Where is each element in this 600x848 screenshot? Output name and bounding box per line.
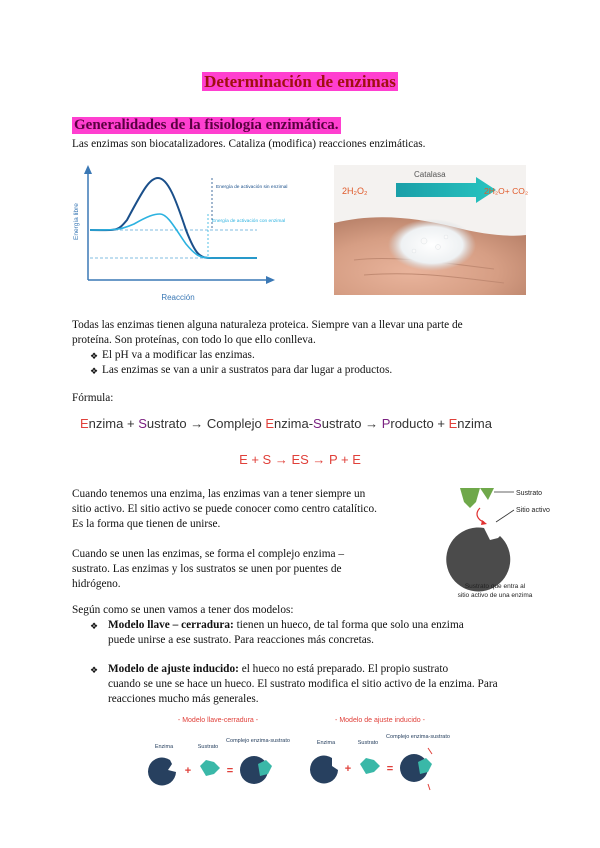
models-intro: Según como se unen vamos a tener dos modelos: (72, 604, 294, 616)
caption-line2: sitio activo de una enzima (457, 592, 533, 599)
diagram-title: - Modelo llave-cerradura - (177, 717, 259, 724)
x-axis-arrow (266, 276, 275, 284)
intro-text: Las enzimas son biocatalizadores. Cataliza (modifica) reacciones enzimáticas. (72, 138, 426, 150)
catalase-label: Catalasa (414, 170, 446, 179)
paragraph-complex: Cuando se unen las enzimas, se forma el complejo enzima – sustrato. Las enzimas y los sustratos se unen por puentes de hidrógeno. (72, 548, 344, 590)
label-without-enzyme: Energía de activación sin enzimal (216, 185, 288, 190)
formula-short: E + S → ES → P + E (239, 452, 361, 467)
energy-graph (72, 160, 288, 306)
curve-without-enzyme (90, 178, 257, 258)
bullet-list-1 (90, 348, 392, 378)
list-item: ❖ El pH va a modificar las enzimas. (90, 348, 392, 363)
catalase-photo (334, 165, 529, 295)
label-substrate: Sustrato (357, 740, 379, 746)
catalase-reactant: 2H₂O₂ (342, 186, 368, 196)
paragraph-protein: Todas las enzimas tienen alguna naturaleza proteica. Siempre van a llevar una parte de proteína. Son proteínas, con todo lo que ello conlleva. (72, 319, 463, 346)
x-axis-label: Reacción (161, 293, 195, 302)
svg-text:=: = (226, 765, 234, 777)
formula-long: Enzima + Sustrato → Complejo Enzima-Sustrato → Producto + Enzima (80, 416, 492, 431)
formula-label: Fórmula: (72, 392, 114, 404)
enzyme-shape (310, 755, 338, 783)
substrate-shape (360, 758, 380, 774)
label-substrate: Sustrato (197, 744, 219, 750)
substrate-shape (460, 488, 480, 508)
svg-text:+: + (184, 765, 192, 777)
diagram-title: - Modelo de ajuste inducido - (335, 717, 425, 724)
label-active-site: Sitio activo (516, 507, 550, 514)
model-induced-fit: ❖ Modelo de ajuste inducido: el hueco no está preparado. El propio sustrato cuando se une se hace un hueco. El sustrato modifica el sitio activo de la enzima. Para reacciones mucho más generales. (90, 663, 498, 705)
caption-line1: Sustrato que entra al (464, 583, 526, 590)
catalase-product: 2H₂O+ CO₂ (484, 186, 529, 196)
list-item: ❖ Las enzimas se van a unir a sustratos para dar lugar a productos. (90, 363, 392, 378)
enzyme-shape (148, 757, 176, 785)
label-complex: Complejo enzima-sustrato (386, 734, 450, 740)
page-title-text: Determinación de enzimas (204, 72, 396, 91)
y-axis-arrow (84, 165, 92, 174)
section-heading: Generalidades de la fisiología enzimática. (74, 117, 339, 133)
diagram-lock-key (148, 712, 288, 796)
label-substrate: Sustrato (516, 490, 543, 497)
svg-text:=: = (386, 763, 394, 775)
bullet-icon: ❖ (90, 621, 99, 631)
enzyme-shape (446, 527, 510, 591)
diagram-induced-fit (310, 712, 450, 796)
active-site-diagram (440, 478, 570, 604)
y-axis-label: Energía libre (73, 203, 80, 240)
label-complex: Complejo enzima-sustrato (226, 738, 290, 744)
model-lock-key: ❖ Modelo llave – cerradura: tienen un hueco, de tal forma que solo una enzima puede unirse a ese sustrato. Para reacciones más concretas. (90, 619, 464, 646)
substrate-shape (200, 760, 220, 776)
bullet-icon: ❖ (90, 665, 99, 675)
paragraph-active-site: Cuando tenemos una enzima, las enzimas van a tener siempre un sitio activo. El sitio activo se puede conocer como centro catalítico. Es la forma que tienen de unirse. (72, 488, 377, 530)
label-enzyme: Enzima (316, 740, 336, 746)
page-title (0, 72, 600, 92)
arrow-icon (477, 508, 484, 522)
label-enzyme: Enzima (154, 744, 174, 750)
label-with-enzyme: Energía de activación con enzimal (212, 219, 286, 224)
svg-text:+: + (344, 763, 352, 775)
